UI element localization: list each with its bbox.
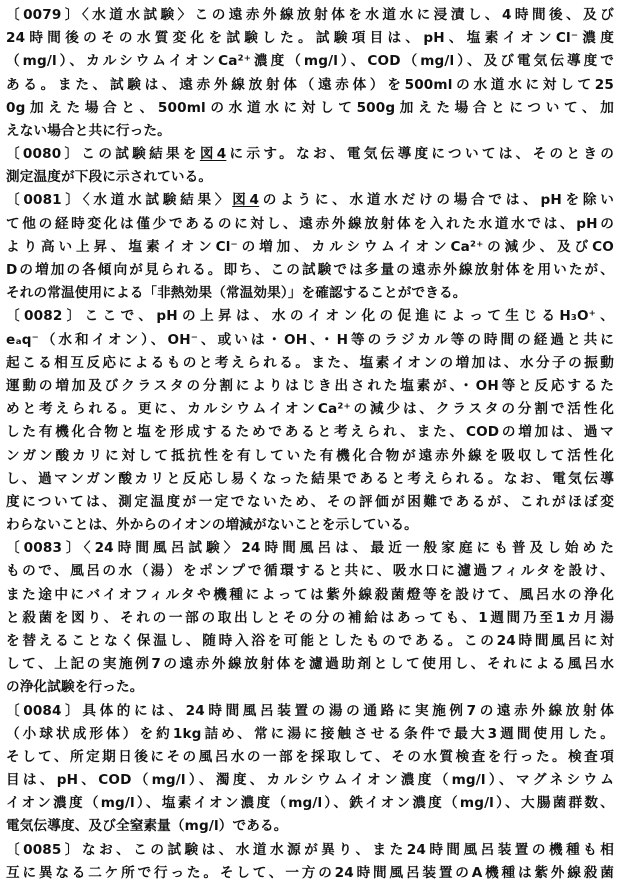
- text-segment: に示す。なお、電気伝導度については、そのときの: [226, 146, 614, 163]
- text-line: ンガン酸カリに対して抵抗性を有していた有機化合物が遠赤外線を吸収して活性化: [6, 447, 614, 464]
- text-line: 測定温度が下段に示されている。: [6, 169, 213, 186]
- figure-reference-link[interactable]: 図4: [232, 192, 260, 209]
- text-line: と殺菌を図り、それの一部の取出しとその分の補給はあっても、1週間乃至1カ月湯: [6, 609, 614, 626]
- text-line: の浄化試験を行った。: [6, 679, 144, 696]
- text-line: 24時間後のその水質変化を試験した。試験項目は、pH、塩素イオンCl⁻濃度: [6, 30, 614, 47]
- text-line: 〔0082〕ここで、pHの上昇は、水のイオン化の促進によって生じるH₃O⁺、: [6, 308, 614, 325]
- text-line: そして、所定期日後にその風呂水の一部を採取して、その水質検査を行った。検査項: [6, 748, 614, 765]
- text-line: それの常温使用による「非熱効果（常温効果）」を確認することができる。: [6, 285, 467, 302]
- figure-reference-link[interactable]: 図4: [199, 146, 227, 163]
- paragraph-number-text: 〔0081〕〈水道水試験結果〉: [6, 192, 233, 209]
- text-line: 互に異なる二ケ所で行った。そして、一方の24時間風呂装置のA機種は紫外線殺菌: [6, 864, 614, 881]
- text-line: して、上記の実施例7の遠赤外線放射体を濾過助剤として使用し、それによる風呂水: [6, 656, 614, 673]
- paragraph-number-text: 〔0080〕この試験結果を: [6, 146, 200, 163]
- text-line: を替えることなく保温し、随時入浴を可能としたものである。この24時間風呂に対: [6, 632, 614, 649]
- text-line: Dの増加の各傾向が見られる。即ち、この試験では多量の遠赤外線放射体を用いたが、: [6, 262, 614, 279]
- text-line: えない場合と共に行った。: [6, 122, 171, 139]
- text-line: また途中にバイオフィルタや機種によっては紫外線殺菌燈等を設けて、風呂水の浄化: [6, 586, 614, 603]
- text-line: し、過マンガン酸カリと反応し易くなった結果であると考えられる。なお、電気伝導: [6, 470, 614, 487]
- text-line: もので、風呂の水（湯）をポンプで循環すると共に、吸水口に濾過フィルタを設け、: [6, 563, 614, 580]
- text-line: わらないことは、外からのイオンの増減がないことを示している。: [6, 517, 418, 534]
- text-line: 運動の増加及びクラスタの分割によりはじき出された塩素が、・OH等と反応するた: [6, 377, 614, 394]
- text-line: [6, 189, 614, 212]
- text-line: て他の経時変化は僅少であるのに対し、遠赤外線放射体を入れた水道水では、pHの: [6, 215, 614, 232]
- text-line: 度については、測定温度が一定でないため、その評価が困難であるが、これがほぼ変: [6, 493, 614, 510]
- text-line: 目は、pH、COD（mg/l）、濁度、カルシウムイオン濃度（mg/l）、マグネシウム: [6, 772, 614, 789]
- text-line: [6, 143, 614, 166]
- text-line: （小球状成形体）を約1kg詰め、常に湯に接触させる条件で最大3週間使用した。: [6, 725, 614, 742]
- text-line: 〔0085〕なお、この試験は、水道水源が異り、また24時間風呂装置の機種も相: [6, 841, 614, 858]
- text-line: 〔0084〕具体的には、24時間風呂装置の湯の通路に実施例7の遠赤外線放射体: [6, 702, 614, 719]
- text-line: めと考えられる。更に、カルシウムイオンCa²⁺の減少は、クラスタの分割で活性化: [6, 401, 614, 418]
- text-line: （mg/l）、カルシウムイオンCa²⁺濃度（mg/l）、COD（mg/l）、及び電気伝導度で: [6, 53, 614, 70]
- text-line: イオン濃度（mg/l）、塩素イオン濃度（mg/l）、鉄イオン濃度（mg/l）、大腸菌群数、: [6, 795, 614, 812]
- text-segment: のように、水道水だけの場合では、pHを除い: [259, 192, 614, 209]
- text-line: 電気伝導度、及び全窒素量（mg/l）である。: [6, 818, 288, 835]
- text-line: 起こる相互反応によるものと考えられる。また、塩素イオンの増加は、水分子の振動: [6, 354, 614, 371]
- text-line: 0g加えた場合と、500mlの水道水に対して500g加えた場合とについて、加: [6, 99, 614, 116]
- text-line: ある。また、試験は、遠赤外線放射体（遠赤体）を500mlの水道水に対して25: [6, 76, 614, 93]
- text-line: eₐq⁻（水和イオン）、OH⁻、或いは・OH、・H等のラジカル等の時間の経過と共に: [6, 331, 614, 348]
- text-line: 〔0083〕〈24時間風呂試験〉24時間風呂は、最近一般家庭にも普及し始めた: [6, 540, 614, 557]
- text-line: より高い上昇、塩素イオンCl⁻の増加、カルシウムイオンCa²⁺の減少、及びCO: [6, 238, 614, 255]
- text-line: 〔0079〕〈水道水試験〉この遠赤外線放射体を水道水に浸漬し、4時間後、及び: [6, 7, 614, 23]
- text-line: した有機化合物と塩を形成するためであると考えられ、また、CODの増加は、過マ: [6, 424, 614, 441]
